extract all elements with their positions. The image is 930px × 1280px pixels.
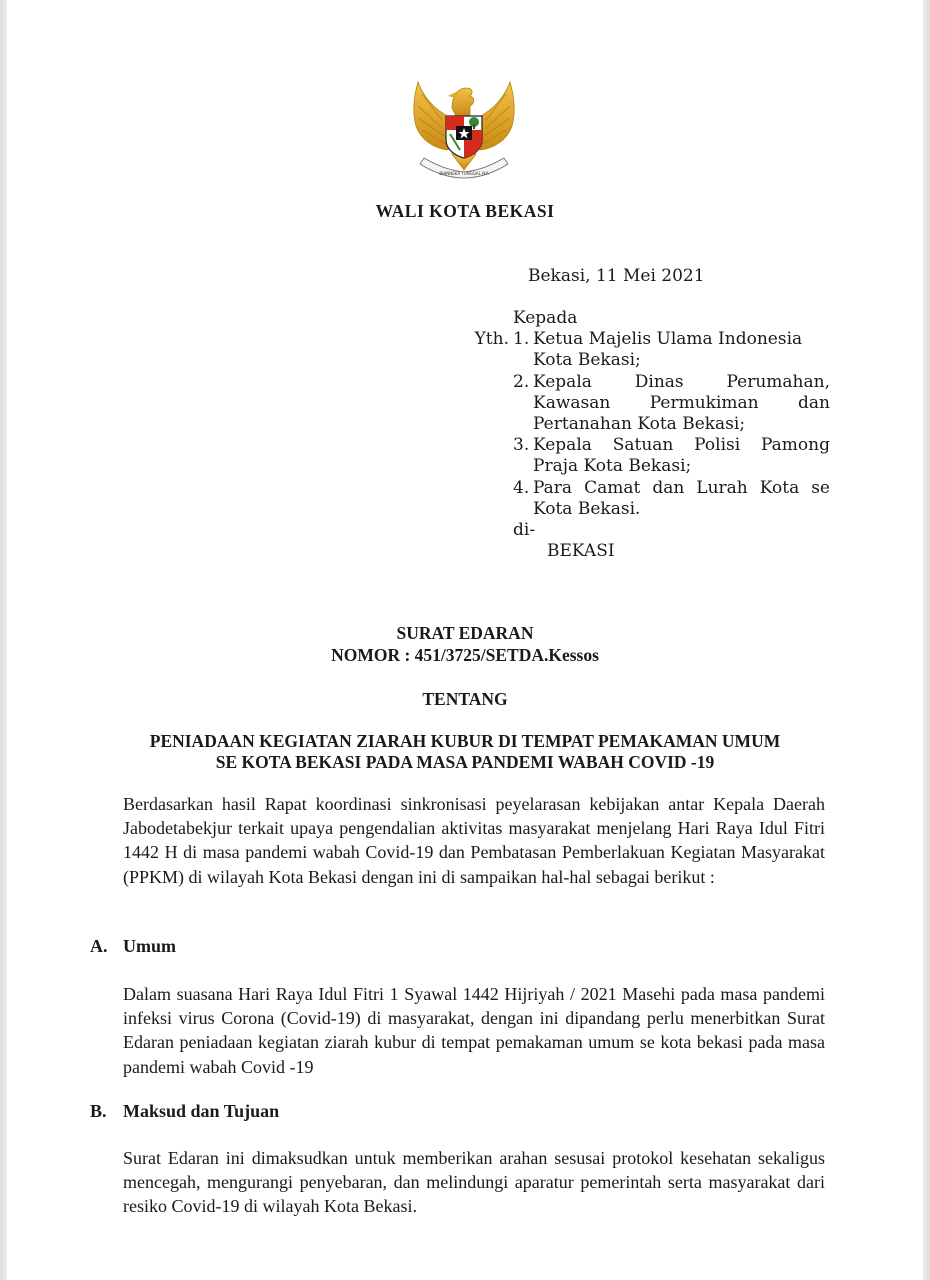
- place-date: Bekasi, 11 Mei 2021: [528, 266, 705, 286]
- about-label: TENTANG: [422, 689, 508, 709]
- kepada-label: Kepada: [513, 308, 578, 328]
- recipient-1: Yth. 1. Ketua Majelis Ulama Indonesia: [470, 329, 830, 350]
- recipient-2: 2. Kepala Dinas Perumahan,: [513, 371, 830, 392]
- addressee-block: Kepada Yth. 1. Ketua Majelis Ulama Indonesia Kota Bekasi; 2. Kepala Dinas Perumahan, Kawasan Permukiman dan Pertanahan Kota Bekasi; 3. Kepala Satuan Polisi Pamong Praja Kota Bekasi; 4. Para Camat dan Lurah Kota se Kota Bekasi. di- BEKASI: [470, 308, 830, 562]
- section-a-body: Dalam suasana Hari Raya Idul Fitri 1 Syawal 1442 Hijriyah / 2021 Masehi pada masa pandemi infeksi virus Corona (Covid-19) di masyarakat, dengan ini dipandang perlu menerbitkan Surat Edaran peniadaan kegiatan ziarah kubur di tempat pemakaman umum se kota bekasi pada masa pandemi wabah Covid -19: [123, 984, 825, 1077]
- section-b-heading: B. Maksud dan Tujuan: [90, 1101, 280, 1121]
- destination-city: BEKASI: [547, 541, 615, 562]
- subject-heading: PENIADAAN KEGIATAN ZIARAH KUBUR DI TEMPAT PEMAKAMAN UMUM SE KOTA BEKASI PADA MASA PANDEMI WABAH COVID -19: [149, 731, 781, 772]
- di-label: di-: [513, 520, 536, 541]
- yth-label: Yth.: [474, 329, 509, 350]
- document-number: NOMOR : 451/3725/SETDA.Kessos: [331, 645, 599, 665]
- document-type: SURAT EDARAN: [396, 623, 534, 643]
- garuda-emblem-icon: [408, 74, 520, 184]
- section-b-body: Surat Edaran ini dimaksudkan untuk memberikan arahan sesusai protokol kesehatan sekaligus mencegah, mengurangi penyebaran, dan melindungi aparatur pemerintah serta masyarakat dari resiko Covid-19 di wilayah Kota Bekasi.: [123, 1148, 825, 1217]
- recipient-3: 3. Kepala Satuan Polisi Pamong: [513, 435, 830, 456]
- intro-paragraph: Berdasarkan hasil Rapat koordinasi sinkronisasi peyelarasan kebijakan antar Kepala Daerah Jabodetabekjur terkait upaya pengendalian aktivitas masyarakat menjelang Hari Raya Idul Fitri 1442 H di masa pandemi wabah Covid-19 dan Pembatasan Pemberlakuan Kegiatan Masyarakat (PPKM) di wilayah Kota Bekasi dengan ini di sampaikan hal-hal sebagai berikut :: [123, 794, 825, 887]
- recipient-4: 4. Para Camat dan Lurah Kota se: [513, 477, 830, 498]
- issuer-title: WALI KOTA BEKASI: [375, 201, 555, 221]
- section-a-heading: A. Umum: [90, 936, 176, 956]
- svg-text:BHINNEKA TUNGGAL IKA: BHINNEKA TUNGGAL IKA: [439, 171, 489, 176]
